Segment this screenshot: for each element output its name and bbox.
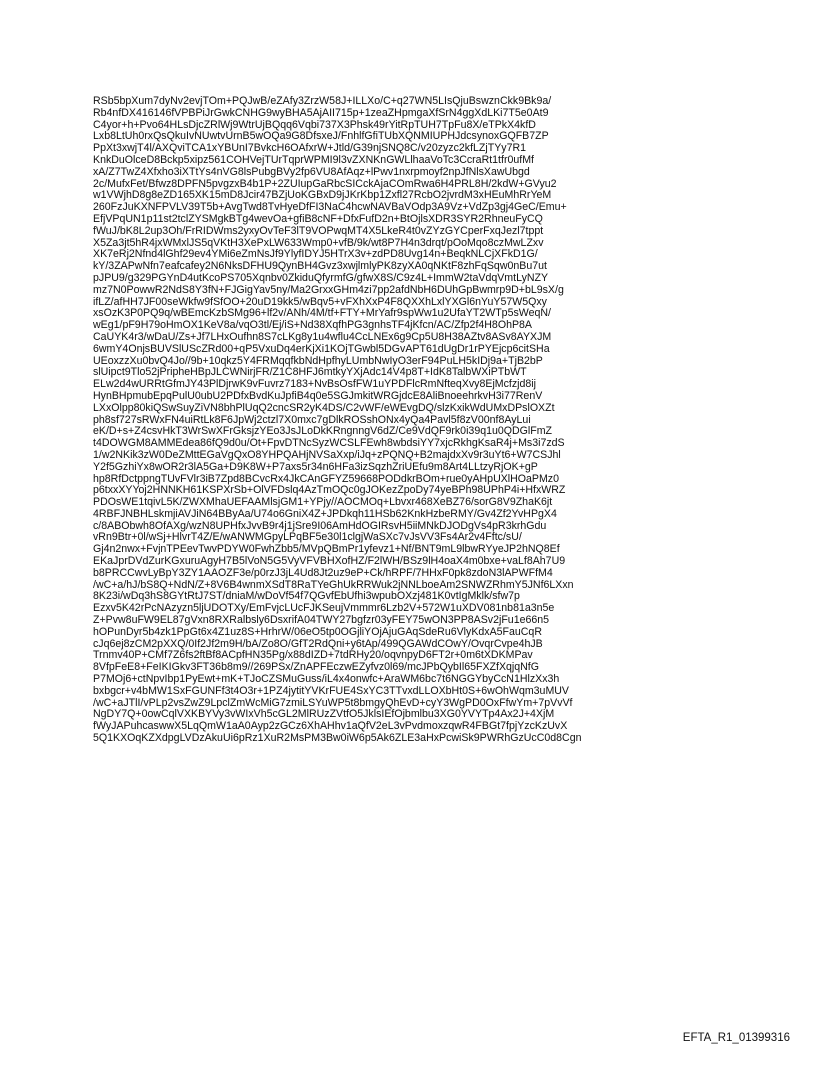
text-line: PpXt3xwjT4l/AXQviTCA1xYBUnI7BvkcH6OAfxrW+Jtld/G39njSNQ8C/v20zyzc2kfLZjTYy7R1 <box>93 142 527 155</box>
text-line: EfjVPqUN1p11st2tclZYSMgkBTg4wevOa+gfiB8cNF+DfxFufD2n+BtOjlsXDR3SYR2RhneuFyCQ <box>93 212 543 225</box>
text-line: UEoxzzXu0bvQ4Jo//9b+10qkz5Y4FRMqqfkbNdHpfhyLUmbNwIyO3erF94PuLH5kIDj9a+TjB2bP <box>93 354 543 367</box>
text-line: c/8ABObwh8OfAXg/wzN8UPHfxJvvB9r4j1jSre9I06AmHdOGIRsvH5iiMNkDJODgVs4pR3krhGdu <box>93 519 547 532</box>
text-line: 260FzJuKXNFPVLV39T5b+AvgTwd8TvHyeDfFI3NaC4hcwNAVBaVOdp3A9Vz+VdZp3gj4GeC/Emu+ <box>93 201 567 214</box>
text-line: C4yor+h+Pvo64HLsDjcZRlWj9WtrUjBQqq6Vqbi737X3Phsk49rYitRpTUH7TpFu8X/eTPkX4kfD <box>93 118 536 131</box>
text-line: Trnmv40P+CMf7Z6fs2ftBf8ACpfHN35Pg/x88dIZD+7tdRHy20/oqvnpyD6FT2r+0m6tXDKMPav <box>93 649 533 662</box>
text-line: pJPU9/g329PGYnD4utKcoPS705Xqnbv0ZkiduQfyrmfG/gfwX8S/C9z4L+ImmW2taVdqVmtLyNZY <box>93 271 549 284</box>
text-line: RSb5bpXum7dyNv2evjTOm+PQJwB/eZAfy3ZrzW58J+ILLXo/C+q27WN5LIsQjuBswznCkk9Bk9a/ <box>93 96 552 107</box>
text-line: /wC+a/hJ/bS8Q+NdN/Z+8V6B4wnmXSdT8RaTYeGhUkRRWuk2jNNLboeAm2SNWZRhmY5JNf6LXxn <box>93 578 574 591</box>
text-line: Y2f5GzhiYx8wOR2r3lA5Ga+D9K8W+P7axs5r34n6HFa3izSqzhZriUEfu9m8Art4LLtzyRjOK+gP <box>93 460 538 473</box>
text-line: vRn9Btr+0l/wSj+HlvrT4Z/E/wANWMGpyLPqBF5e30l1clgjWaSXc7vJsVV3Fs4Ar2v4Fftc/sU/ <box>93 531 522 544</box>
text-line: hOPunDyr5b4zk1PpGt6x4Z1uz8S+HrhrW/06eO5tp0OGjliYOjAjuGAqSdeRu6VlyKdxA5FauCqR <box>93 625 542 638</box>
text-line: wEg1/pF9H79oHmOX1KeV8a/vqO3tl/Ej/iS+Nd38XqfhPG3gnhsTF4jKfcn/AC/Zfp2f4H8OhP8A <box>93 319 532 332</box>
text-line: fWuJ/bK8L2up3Oh/FrRIDWms2yxyOvTeF3lT9VOPwqMT4X5LkeR4t0vZYzGYCperFxqJezl7tppt <box>93 224 544 237</box>
text-line: 2c/MufxFet/Bfwz8DPFN5pvgzxB4b1P+2ZUIupGaRbcSICckAjaCOmRwa6H4PRL8H/2kdW+GVyu2 <box>93 177 557 190</box>
text-line: w1VWjhD8g8eZD165XK15mD8Jcir47BZjUoKGBxD9jJKrKbp1Zxfl27RcbO2jvrdM3xHEuMhRrYeM <box>93 189 552 202</box>
encoded-text-block <box>93 96 773 745</box>
text-line: Z+Pvw8uFW9EL87gVxn8RXRalbsly6DsxrifA04TWY27bgfzr03yFEY75wON3PP8ASv2jFu1e66n5 <box>93 614 550 627</box>
text-line: /wC+aJTlI/vPLp2vsZwZ9LpclZmWcMiG7zmiLSYuWP5t8bmgyQhEvD+cyY3WgPD0OxFfwYm+7pVvVf <box>93 696 573 709</box>
text-line: Ezxv5K42rPcNAzyzn5ljUDOTXy/EmFvjcLUcFJKSeujVmmmr6Lzb2V+572W1uXDV081nb81a3n5e <box>93 602 555 615</box>
text-line: Rb4nfDX416146fVPBPiJrGwkCNHG9wyBHA5AjAII715p+1zeaZHpmgaXfSrN4ggXdLKi7T5e0At9 <box>93 106 549 119</box>
text-line: eK/D+s+Z4csvHkT3WrSwXFrGksjzYEo3JsJLoDkKRngnngV6dZ/Ce9VdQF9rk0i39q1u0QDGlFmZ <box>93 425 553 438</box>
text-line: 8VfpFeE8+FeIKIGkv3FT36b8m9//269PSx/ZnAPFEczwEZyfvz0l69/mcJPbQybIl65FXZfXqjqNfG <box>93 661 539 674</box>
text-line: LXxOlpp80kiQSwSuyZiVN8bhPlUqQ2cncSR2yK4DS/C2vWF/eWEvgDQ/slzKxikWdUMxDPslOXZt <box>93 401 555 414</box>
text-line: PDOsWE1tqivL5K/ZWXMhaUEFAAMlsjGM1+YPjy//AOCMOq+Lbvxr468XeBZ76/sorG8V9ZhaK6jt <box>93 496 553 509</box>
text-line: 6wmY4OnjsBUVSlUScZRd00+qP5VxuDq4erKjXi1KOjTGwbl5DGvAPT61dUgDr1rPYEjcp6citSHa <box>93 342 550 355</box>
text-line: P7MOj6+ctNpvIbp1PyEwt+mK+TJoCZSMuGuss/iL4x4onwfc+AraWM6bc7t6NGGYbyCcN1HlzXx3h <box>93 673 560 686</box>
text-line: b8PRCCwvLyBpY3ZY1AAOZF3e/p0rzJ3jL4Ud8Jt2uz9eP+Ck/hRPF/7HHxF0pk8zdoN3lAPWFfM4 <box>93 566 553 579</box>
text-line: 1/w2NKik3zW0DeZMttEGaVgQxO8YHPQAHjNVSaXxp/iJq+zPQNQ+B2majdxXv9r3uYt6+W7CSJhl <box>93 448 561 461</box>
text-line: slUipct9Tlo52jPripheHBpJLCWNirjFR/Z1C8HFJ6mtkyYXjAdc14V4p8T+IdK8TalbWXiPTbWT <box>93 366 527 379</box>
text-line: t4DOWGM8AMMEdea86fQ9d0u/Ot+FpvDTNcSyzWCSLFEwh8wbdsiYY7xjcRkhgKsaR4j+Ms3i7zdS <box>93 437 565 450</box>
text-line: bxbgcr+v4bMW1SxFGUNFf3t4O3r+1PZ4jytitYVKrFUE4SxYC3TTvxdLLOXbHt0S+6wOhWqm3uMUV <box>93 684 569 697</box>
text-line: ifLZ/afHH7JF00seWkfw9fSfOO+20uD19kk5/wBqv5+vFXhXxP4F8QXXhLxlYXGl6nYuY57W5Qxy <box>93 295 547 308</box>
text-line: X5Za3jt5hR4jxWMxlJS5qVKtH3XePxLW633Wmp0+vfB/9k/wt8P7H4n3drqt/pOoMqo8czMwLZxv <box>93 236 544 249</box>
text-line: mz7N0PowwR2NdS8Y3fN+FJGigYav5ny/Ma2GrxxGHm4zi7pp2afdNbH6DUhGpBwmrp9D+bL9sX/g <box>93 283 564 296</box>
text-line: 5Q1KXOqKZXdpgLVDzAkuUi6pRz1XuR2MsPM3Bw0iW6p5Ak6ZLE3aHxPcwiSk9PWRhGzUcC0d8Cgn <box>93 732 582 745</box>
text-line: ph8sf727sRWxFN4uiRtLk8F6JpWj2ctzl7X0mxc7gDlkROSshONx4yQa4Pavl5f8zV00nf8AyLui <box>93 413 531 426</box>
text-line: cJq6ej8zCM2pXXQ/0If2Jf2m9H/bA/Zo8O/GfT2RdQni+y6tAp/499QGAWdCOwY/OvqrCvpe4hJB <box>93 637 543 650</box>
text-line: ELw2d4wURRtGfmJY43PlDjrwK9vFuvrz7183+NvBsOsfFW1uYPDFlcRmNfteqXvy8EjMcfzjd8ij <box>93 378 536 391</box>
text-line: 4RBFJNBHLskmjiAVJiN64BByAa/U74o6GniX4Z+JPDkqh11HSb62KnkHzbeRMY/Gv4Zf2YvHPgX4 <box>93 507 557 520</box>
text-line: EKaJprDVdZurKGxuruAgyH7B5lVoN5G5VyVFVBHXofHZ/F2lWH/BSz9lH4oaX4m0bxe+vaLf8Ah7U9 <box>93 555 566 568</box>
text-line: NgDY7Q+0owCqlVXKBYVy3vWIxVh5cGL2MlRUzZVtfO5JklsIEfOjbmlbu3XG0YVYTp4Ax2J+4XjM <box>93 708 555 721</box>
text-line: 8K23i/wDq3hS8GYtRtJ7ST/dniaM/wDoVf54f7QGvfEbUfhi3wpubOXzj481K0vtIgMklk/sfw7p <box>93 590 520 603</box>
text-line: hp8RfDctppngTUvFVlr3iB7Zpd8BCvcRx4JkCAnGFYZ59668PODdkrBOm+rue0yAHpUXlHOaPMz0 <box>93 472 560 485</box>
text-line: Gj4n2nwx+FvjnTPEevTwvPDYW0FwhZbb5/MVpQBmPr1yfevz1+Nf/BNT9mL9lbwRYyeJP2hNQ8Ef <box>93 543 560 556</box>
text-line: xsOzK3P0PQ9q/wBEmcKzbSMg96+lf2v/ANh/4M/tf+FTY+MrYafr9spWw1u2UfaYT2WTp5sWeqN/ <box>93 307 551 320</box>
text-line: HynBHpmubEpqPulU0ubU2PDfxBvdKuJpfiB4q0e5SGJmkitWRGjdcE8AliBnoeehrkvH3i77RenV <box>93 389 543 402</box>
document-id-footer: EFTA_R1_01399316 <box>682 1032 790 1044</box>
text-line: xA/Z7TwZ4Xfxho3iXTtYs4nVG8lsPubgBVy2fp6VU8AfAqz+lPwv1nxrpmoyf2npJfNlsXawUbgd <box>93 165 530 178</box>
text-line: KnkDuOlceD8Bckp5xipz561COHVejTUrTqprWPMI9l3vZXNKnGWLlhaaVoTc3CcraRt1tfr0ufMf <box>93 153 534 166</box>
text-line: p6txxXYYoj2HNNKH61KSPXrSb+OlVFDslq4AzTmOQc0gJOKezZpoDy74yeBPh98UPhP4i+HfxWRZ <box>93 484 566 497</box>
text-line: CaUYK4r3/wDaU/Zs+Jf7LHxOufhn8S7cLKg8y1u4wflu4CcLNEx6g9Cp5U8H38AZtv8ASv8AYXJM <box>93 330 552 343</box>
text-line: fWyJAPuhcaswwX5LqQmW1aA0Ayp2zGCz6XhAHhv1aQfV2eL3vPvdmoxzqwR4FBGt7fpjYzcKzUvX <box>93 720 568 733</box>
text-line: Lxb8LtUh0rxQsQkuIvNUwtvUrnB5wOQa9G8DfsxeJ/FnhlfGfiTUbXQNMIUPHJdcsynoxGQFB7ZP <box>93 130 549 143</box>
text-line: XK7eRj2Nfnd4lGhf29ev4YMi6eZmNsJf9YlyfIDYJ5HTrX3v+zdPD8Uvg14n+BeqkNLCjXFkD1G/ <box>93 248 538 261</box>
text-line: kY/3ZAPwNfn7eafcafey2N6NksDFHU9QynBH4Gvz3xwjlmlyPK8zyXA0qNKtF8zhFqSqw0nBu7ut <box>93 260 547 273</box>
